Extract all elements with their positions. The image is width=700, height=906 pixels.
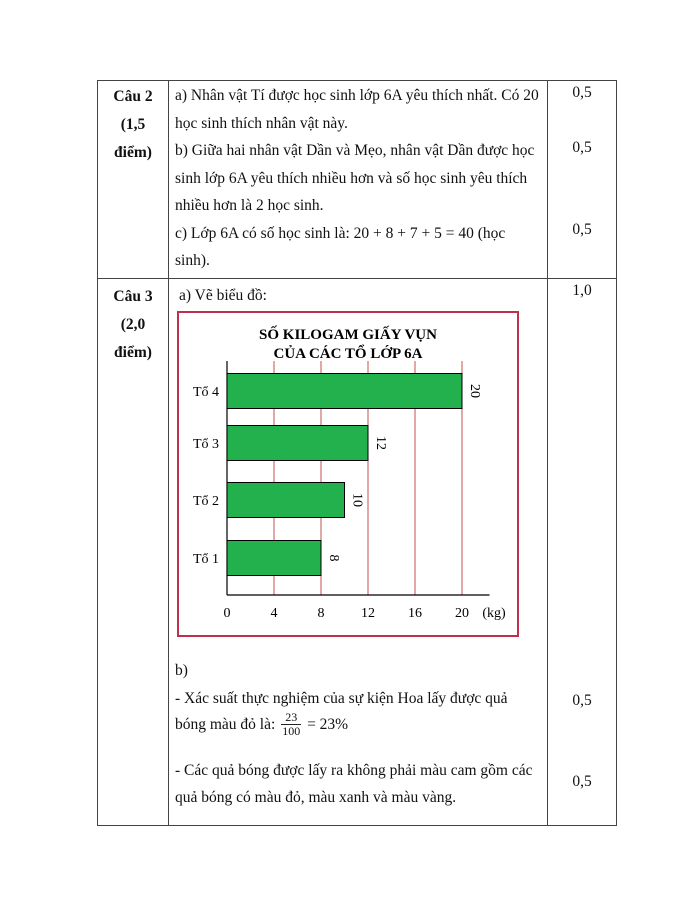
- probability-text: bóng màu đỏ là:: [175, 715, 276, 733]
- x-tick-label: 20: [455, 606, 469, 621]
- x-tick-label: 16: [408, 606, 422, 621]
- question-points: (1,5: [120, 116, 146, 133]
- answer-c: c) Lớp 6A có số học sinh là: 20 + 8 + 7 + 5 = 40 (học sinh).: [175, 224, 506, 269]
- answer-b-label: b): [175, 661, 188, 679]
- bar: [227, 374, 462, 409]
- question-label: [98, 279, 168, 367]
- fraction-denominator: 100: [282, 724, 301, 739]
- question-points: (2,0: [120, 315, 146, 333]
- question-points-unit: điểm): [114, 343, 152, 361]
- probability-fraction: [281, 711, 301, 738]
- bar: [227, 483, 345, 518]
- score-a: 1,0: [572, 281, 592, 299]
- category-label: Tổ 1: [192, 552, 219, 567]
- data-label: 20: [466, 384, 482, 398]
- data-label: 8: [325, 554, 341, 562]
- x-tick-label: 8: [317, 606, 325, 621]
- score-a: 0,5: [572, 84, 592, 101]
- answer-b-line3: - Các quả bóng được lấy ra không phải màu cam gồm các quả bóng có màu đỏ, màu xanh và màu vàng.: [175, 761, 533, 806]
- bar: [227, 426, 368, 461]
- x-unit-label: (kg): [482, 606, 506, 621]
- answer-b: b) Giữa hai nhân vật Dần và Mẹo, nhân vật Dần được học sinh lớp 6A yêu thích nhiều hơn và số học sinh yêu thích nhiều hơn là 2 học sinh.: [175, 142, 535, 214]
- x-tick-label: 0: [223, 606, 231, 621]
- score-cell: [548, 278, 617, 825]
- question-label: [98, 81, 168, 167]
- score-c: 0,5: [572, 772, 592, 790]
- data-label: 10: [349, 493, 365, 507]
- x-tick-label: 12: [361, 606, 375, 621]
- question-number: Câu 2: [113, 88, 153, 105]
- chart-svg: [179, 313, 517, 635]
- table-row: [98, 81, 617, 279]
- chart-title-line1: SỐ KILOGAM GIẤY VỤN: [259, 327, 437, 343]
- chart-title-line2: CỦA CÁC TỔ LỚP 6A: [273, 346, 423, 362]
- data-label: 12: [372, 436, 388, 450]
- score-b: 0,5: [572, 139, 592, 156]
- category-label: Tổ 3: [192, 437, 219, 452]
- answer-cell: [169, 81, 548, 279]
- answer-b-line2: [175, 711, 539, 739]
- category-label: Tổ 4: [192, 385, 219, 400]
- probability-result: = 23%: [307, 715, 349, 733]
- question-cell: [98, 81, 169, 279]
- fraction-numerator: 23: [281, 711, 301, 725]
- answer-a: a) Vẽ biểu đồ:: [179, 286, 267, 304]
- category-label: Tổ 2: [192, 494, 219, 509]
- score-cell: [548, 81, 617, 279]
- question-number: Câu 3: [113, 287, 153, 305]
- bar-chart: [177, 311, 519, 637]
- bar: [227, 541, 321, 576]
- question-points-unit: điểm): [114, 144, 152, 161]
- x-tick-label: 4: [270, 606, 278, 621]
- score-c: 0,5: [572, 221, 592, 238]
- score-b: 0,5: [572, 691, 592, 709]
- answer-b-line1: - Xác suất thực nghiệm của sự kiện Hoa lấy được quả: [175, 689, 508, 707]
- question-cell: [98, 278, 169, 825]
- answer-a: a) Nhân vật Tí được học sinh lớp 6A yêu thích nhất. Có 20 học sinh thích nhân vật này.: [175, 87, 539, 132]
